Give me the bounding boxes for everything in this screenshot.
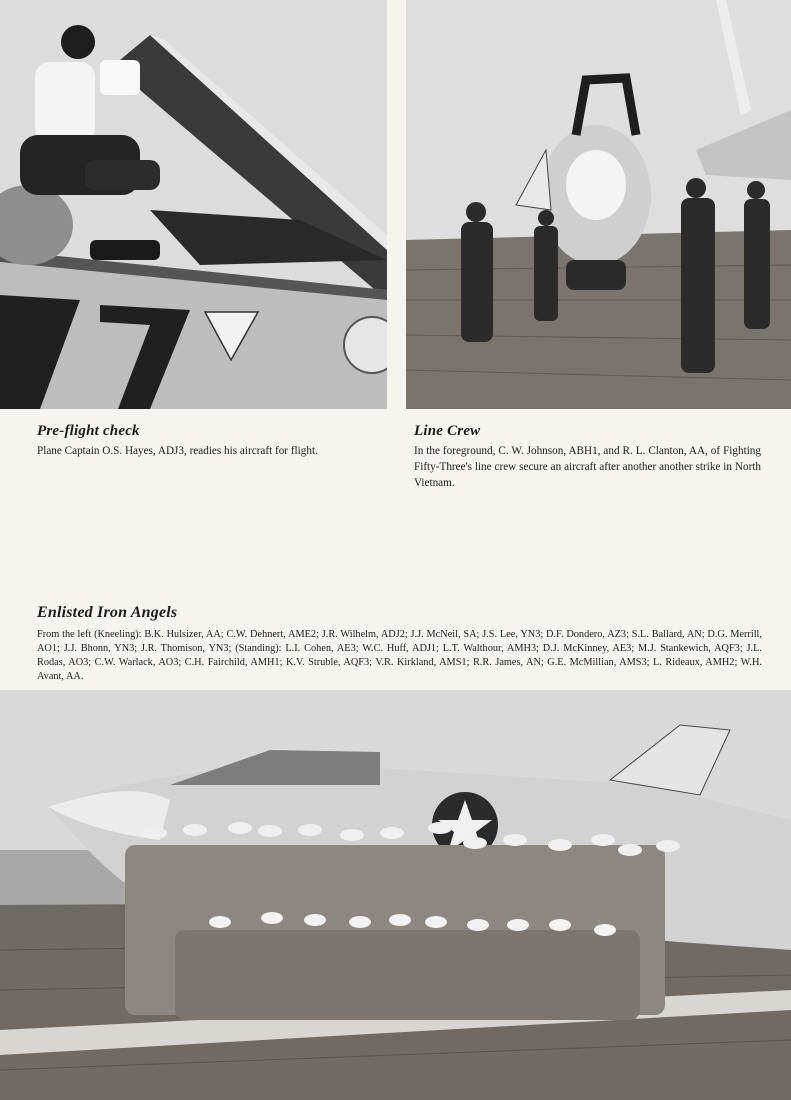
enlisted-caption (37, 604, 762, 684)
linecrew-photo (406, 0, 791, 409)
enlisted-title: Enlisted Iron Angels (37, 604, 178, 621)
enlisted-text: From the left (Kneeling): B.K. Hulsizer, AA; C.W. Dehnert, AME2; J.R. Wilhelm, ADJ2; J.J. McNeil, SA; J.S. Lee, YN3; D.F. Dondero, AZ3; S.L. Ballard, AN; D.G. Merrill, AO1; J.J. Bhonn, YN3; J.R. Thomison, YN3; (Standing): L.I. Cohen, AE3; W.C. Huff, ADJ1; L.T. Walthour, AMH3; D.J. McKinney, AE3; M.J. Stankewich, AQF3; J.L. Rodas, AO3; C.W. Warlack, AO3; C.H. Fairchild, AMH1; K.V. Struble, AQF3; V.R. Kirkland, AMS1; R.R. James, AN; G.E. McMillian, AMS3; L. Rideaux, AMH2; W.H. Avant, AA. (37, 629, 762, 682)
preflight-caption (37, 423, 387, 459)
preflight-text: Plane Captain O.S. Hayes, ADJ3, readies his aircraft for flight. (37, 445, 318, 457)
preflight-photo (0, 0, 387, 409)
group-photo (0, 690, 791, 1100)
linecrew-text: In the foreground, C. W. Johnson, ABH1, and R. L. Clanton, AA, of Fighting Fifty-Three's line crew secure an aircraft after another another strike in North Vietnam. (414, 445, 761, 489)
linecrew-title: Line Crew (414, 423, 481, 439)
linecrew-caption (414, 423, 761, 491)
preflight-title: Pre-flight check (37, 423, 140, 439)
